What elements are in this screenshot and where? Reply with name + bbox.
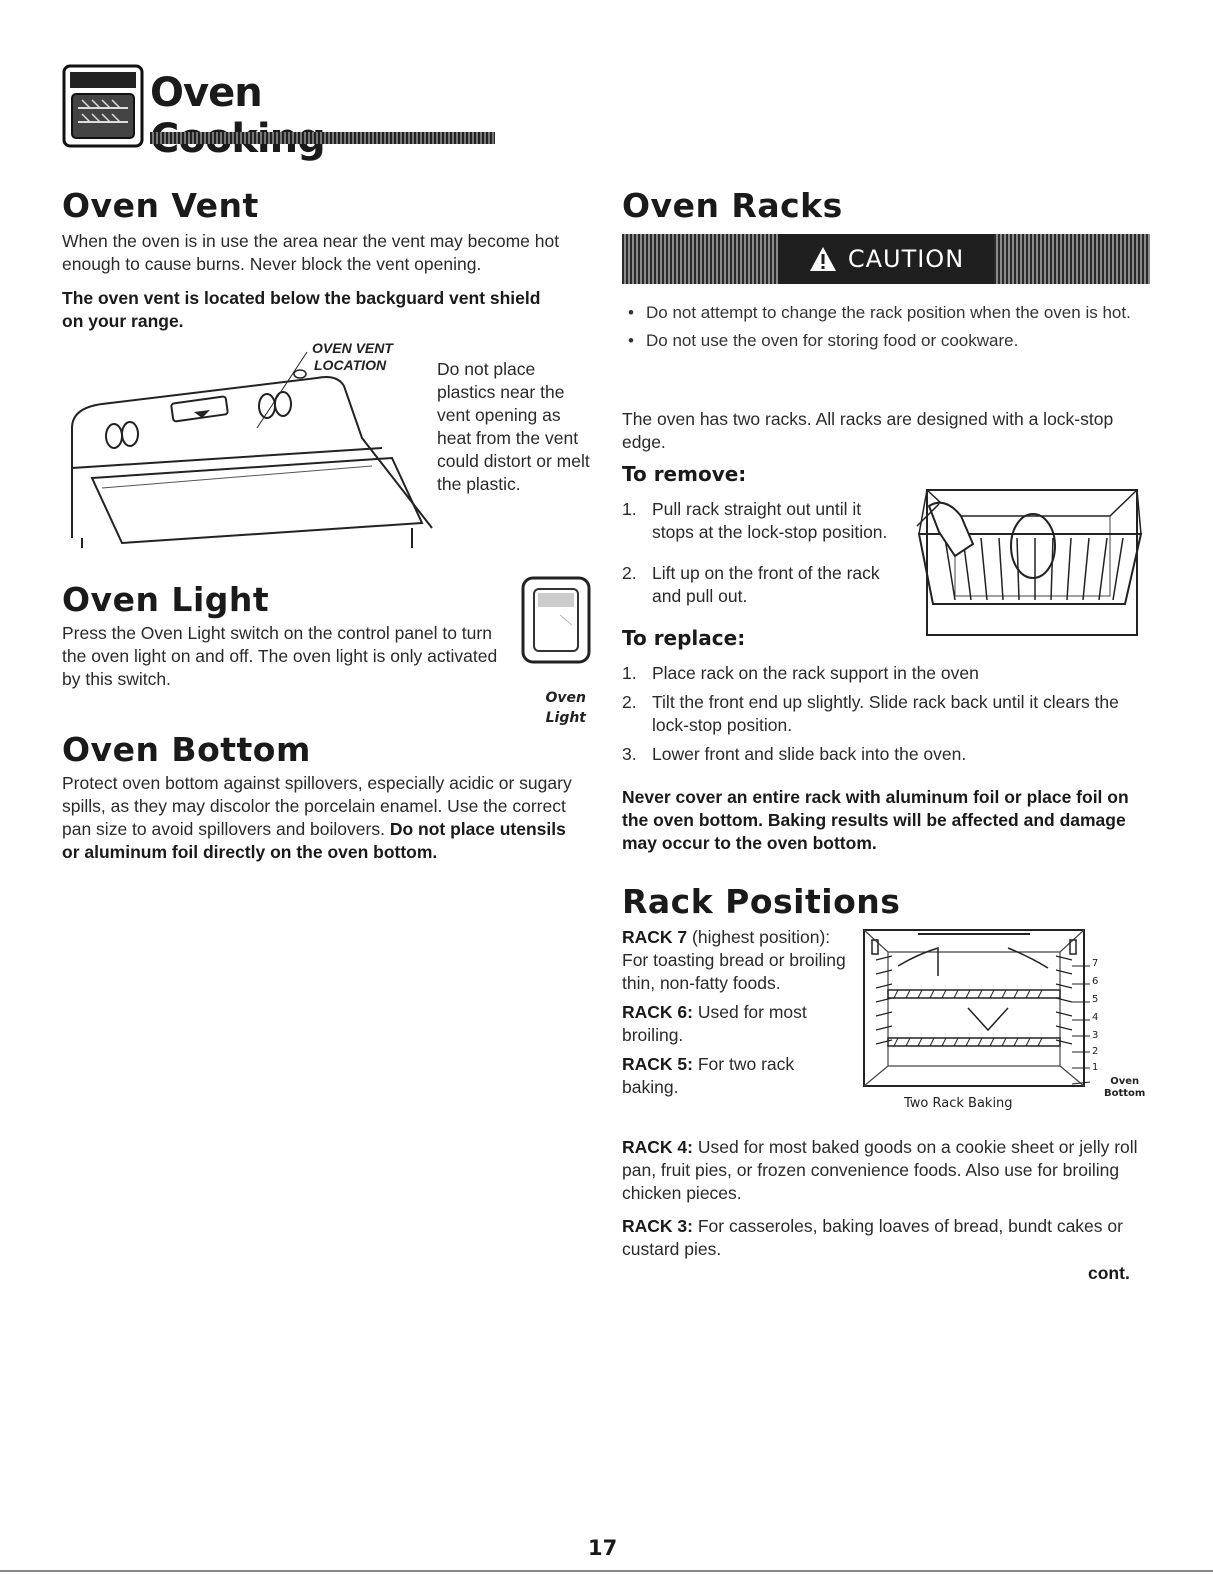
list-item: 3. Lower front and slide back into the oven.	[622, 744, 967, 764]
rack-5-desc: RACK 5: For two rack baking.	[622, 1054, 795, 1097]
vent-location-label: OVEN VENT LOCATION	[312, 340, 393, 373]
oven-bottom-label: Oven Bottom	[1104, 1076, 1146, 1099]
rack-number: 2	[1092, 1046, 1099, 1057]
oven-vent-location-note: The oven vent is located below the backguard vent shield on your range.	[62, 288, 541, 331]
warning-triangle-icon	[808, 245, 838, 273]
racks-intro-text: The oven has two racks. All racks are designed with a lock-stop edge.	[622, 409, 1114, 452]
rack-descriptions-long	[622, 1136, 1142, 1267]
caution-banner	[622, 234, 1150, 284]
list-item: • Do not use the oven for storing food or cookware.	[628, 331, 1019, 350]
oven-bottom-text: Protect oven bottom against spillovers, especially acidic or sugary spills, as they may discolor the porcelain enamel. Use the correct pan size to avoid spillovers and boilovers. Do not place utensils or aluminum foil directly on the oven bottom.	[62, 773, 572, 862]
rack-number: 6	[1092, 976, 1099, 987]
foil-warning: Never cover an entire rack with aluminum foil or place foil on the oven bottom. Baking results will be affected and damage may occur to the oven bottom.	[622, 787, 1129, 853]
two-rack-baking-caption: Two Rack Baking	[904, 1096, 1013, 1111]
oven-icon	[62, 64, 146, 148]
rack-6-desc: RACK 6: Used for most broiling.	[622, 1002, 807, 1045]
oven-racks-heading: Oven Racks	[622, 186, 843, 225]
rack-7-desc: RACK 7 (highest position): For toasting bread or broiling thin, non-fatty foods.	[622, 927, 846, 993]
rack-descriptions-short	[622, 926, 852, 1105]
list-item: • Do not attempt to change the rack position when the oven is hot.	[628, 303, 1131, 322]
list-item: 2. Tilt the front end up slightly. Slide rack back until it clears the lock-stop position.	[622, 692, 1119, 735]
header-rule	[150, 132, 495, 144]
oven-light-switch-label: Oven Light	[545, 690, 586, 726]
rack-4-desc: RACK 4: Used for most baked goods on a cookie sheet or jelly roll pan, fruit pies, or frozen convenience foods. Also use for broiling chicken pieces.	[622, 1137, 1138, 1203]
oven-bottom-heading: Oven Bottom	[62, 730, 311, 769]
rack-positions-heading: Rack Positions	[622, 882, 901, 921]
rack-number: 1	[1092, 1062, 1099, 1073]
rack-number: 5	[1092, 994, 1099, 1005]
list-item: 1. Pull rack straight out until it stops at the lock-stop position.	[622, 499, 888, 542]
caution-list	[628, 302, 1143, 358]
oven-light-heading: Oven Light	[62, 580, 270, 619]
to-remove-heading: To remove:	[622, 462, 747, 486]
list-item: 1. Place rack on the rack support in the oven	[622, 663, 979, 683]
header	[62, 62, 432, 152]
page-title: Oven	[150, 70, 262, 116]
rack-positions-diagram	[858, 926, 1098, 1096]
bottom-rule	[0, 1570, 1213, 1572]
vent-plastics-warning: Do not place plastics near the vent opening as heat from the vent could distort or melt the plastic.	[437, 359, 590, 494]
oven-light-text: Press the Oven Light switch on the control panel to turn the oven light on and off. The oven light is only activated by this switch.	[62, 623, 498, 689]
oven-light-switch-icon	[520, 575, 592, 665]
page-number: 17	[588, 1536, 618, 1560]
replace-steps	[622, 662, 1142, 772]
oven-bottom-warning: Do not place utensils or aluminum foil directly on the oven bottom.	[62, 819, 566, 862]
oven-vent-heading: Oven Vent	[62, 186, 259, 225]
rack-removal-illustration	[915, 486, 1145, 638]
rack-number: 7	[1092, 958, 1099, 969]
caution-label: CAUTION	[847, 245, 965, 273]
rack-3-desc: RACK 3: For casseroles, baking loaves of bread, bundt cakes or custard pies.	[622, 1216, 1123, 1259]
rack-number: 4	[1092, 1012, 1099, 1023]
oven-vent-text: When the oven is in use the area near the vent may become hot enough to cause burns. Never block the vent opening.	[62, 231, 560, 274]
rack-number: 3	[1092, 1030, 1099, 1041]
remove-steps	[622, 498, 902, 614]
continued-label: cont.	[1088, 1263, 1130, 1283]
list-item: 2. Lift up on the front of the rack and pull out.	[622, 563, 880, 606]
to-replace-heading: To replace:	[622, 626, 746, 650]
